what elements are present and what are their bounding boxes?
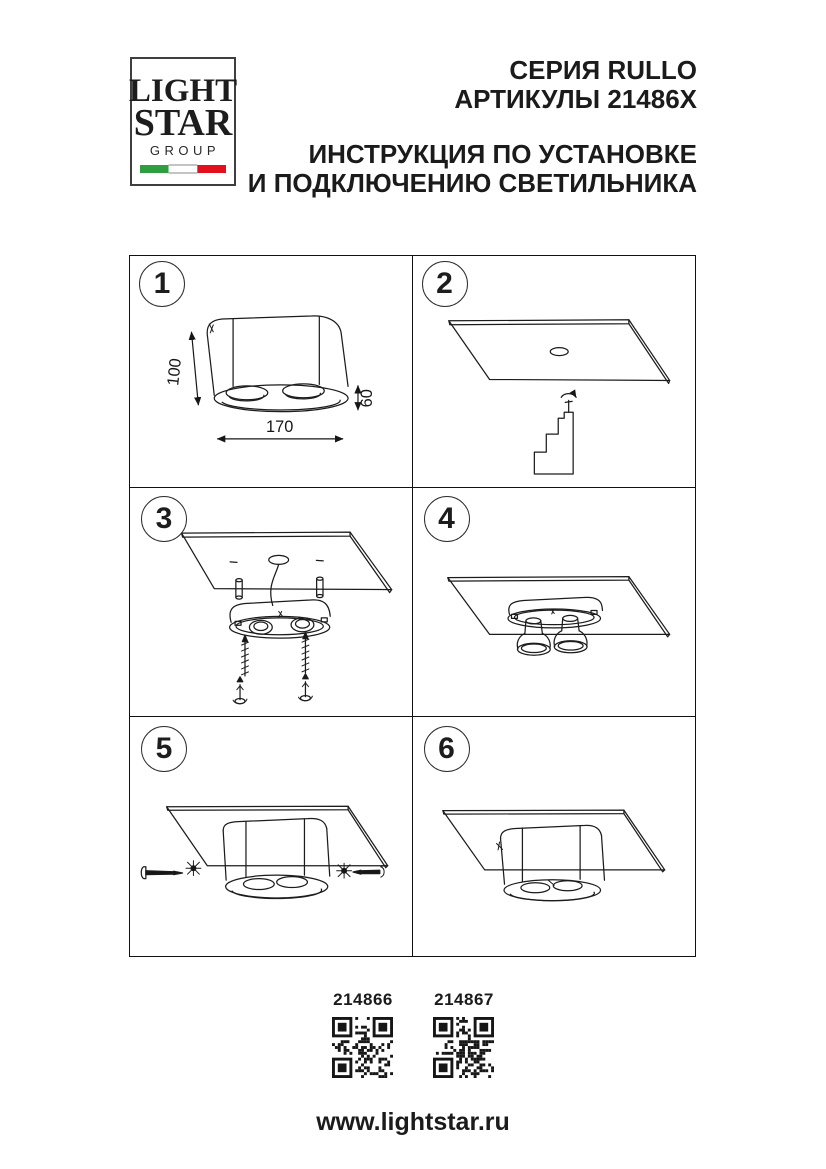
- step-number-badge: 2: [422, 261, 468, 307]
- step-number-badge: 5: [141, 726, 187, 772]
- dimension-height-label: 100: [164, 357, 185, 387]
- articles-title: АРТИКУЛЫ 21486X: [454, 84, 697, 114]
- step-4-panel: [413, 488, 696, 717]
- drill-marks: [230, 560, 323, 562]
- step-number-badge: 1: [139, 261, 185, 307]
- ceiling-panel: [442, 810, 664, 872]
- step-1-panel: [130, 256, 413, 488]
- qr-code-214866: [332, 1017, 393, 1078]
- fixture-body: [207, 316, 348, 412]
- step-3-panel: [130, 488, 413, 717]
- header: [248, 56, 697, 198]
- italian-flag-icon: [140, 164, 226, 174]
- dimension-depth-label: 60: [357, 389, 376, 408]
- step-6-panel: [413, 717, 696, 956]
- mounting-stairs-shape: [534, 412, 573, 474]
- step-number-badge: 3: [141, 496, 187, 542]
- step-2-panel: [413, 256, 696, 488]
- logo-word-group: GROUP: [149, 143, 221, 158]
- instruction-title-line1: ИНСТРУКЦИЯ ПО УСТАНОВКЕ: [308, 139, 697, 169]
- mounting-screws-threads: [242, 632, 309, 676]
- qr-label-214866: 214866: [333, 990, 393, 1009]
- qr-label-214867: 214867: [434, 990, 494, 1009]
- website-url: www.lightstar.ru: [316, 1108, 510, 1136]
- qr-code-214867: [433, 1017, 494, 1078]
- ceiling-panel: [448, 320, 669, 384]
- instruction-title-line2: И ПОДКЛЮЧЕНИЮ СВЕТИЛЬНИКА: [247, 168, 697, 198]
- steps-grid: [129, 255, 696, 957]
- ceiling-panel: [167, 806, 388, 867]
- screw-icon: [561, 394, 576, 413]
- wall-anchors: [236, 577, 323, 599]
- mounted-fixture: [496, 825, 604, 900]
- lamp-bulb-left: [517, 618, 550, 655]
- dimension-length-label: 170: [266, 417, 294, 436]
- fixture-cover: [223, 819, 330, 899]
- wire-hole: [550, 348, 568, 356]
- logo-word-light: LIGHT: [128, 73, 238, 109]
- series-title: СЕРИЯ RULLO: [509, 55, 697, 85]
- lightstar-logo: [130, 57, 236, 186]
- fixture-base: [507, 597, 601, 628]
- fixture-base: [230, 600, 331, 638]
- step-5-panel: [130, 717, 413, 956]
- step-number-badge: 6: [424, 726, 470, 772]
- logo-word-star: STAR: [133, 102, 233, 144]
- step-number-badge: 4: [424, 496, 470, 542]
- screw-icons: [233, 674, 312, 704]
- power-wire: [269, 555, 289, 605]
- side-screw-left: [141, 861, 201, 879]
